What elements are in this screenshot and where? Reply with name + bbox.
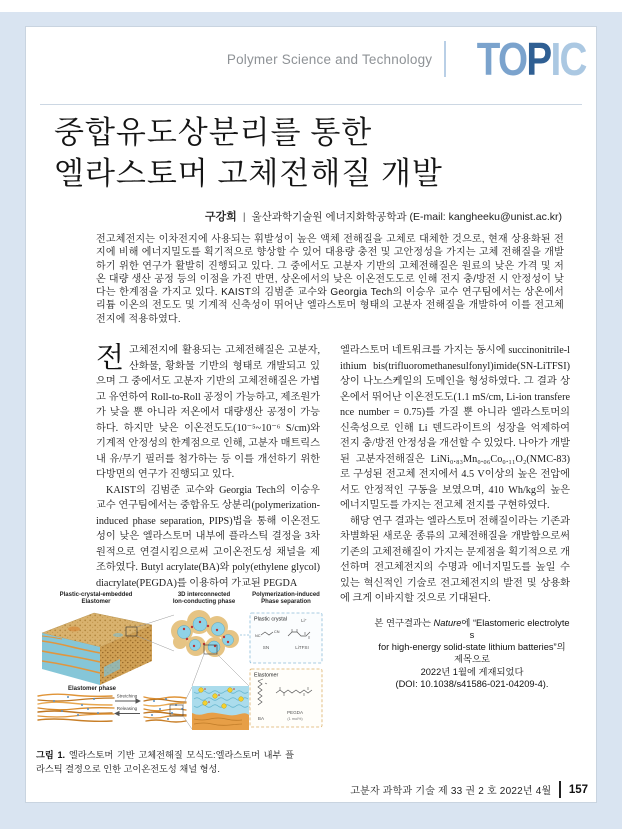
citation-line1 — [374, 617, 570, 642]
citation-journal-name: Nature — [433, 617, 462, 628]
elastomer-box — [250, 669, 322, 727]
paragraph: KAIST의 김범준 교수와 Georgia Tech의 이승우 교수 연구팀에서는 중합유도 상분리(polymerization-induced phase separation, PIPS)법을 통해 이온전도성이 낮은 엘라스토머 내부에 플라스틱 결정을 3차원적으로 연결시킴으로써 고이온전도성 채널을 제조하였다. Butyl acrylate(BA)와 poly(ethylene glycol) diacrylate(PEGDA)를 이용하여 가교된 PEGDA — [96, 484, 320, 589]
zoom-connector — [192, 654, 204, 686]
sn-atom-right: CN — [274, 630, 280, 634]
magazine-page — [25, 26, 597, 803]
fiber-bundle-relaxed — [144, 687, 192, 729]
litfsi-label: LiTFSI — [295, 645, 309, 650]
page-header — [226, 33, 586, 85]
author-separator: | — [242, 211, 246, 223]
zoom-connector — [217, 654, 249, 686]
paragraph — [96, 343, 320, 483]
stretching-label: Stretching — [116, 693, 138, 699]
citation-line4: (DOI: 10.1038/s41586-021-04209-4). — [395, 678, 549, 689]
paragraph-text: 고체전지에 활용되는 고체전해질은 고분자, 산화물, 황화물 기반의 형태로 개발되고 있으며 그 중에서도 고분자 기반의 고체전해질은 가볍고 유연하여 Roll-to-Roll 공정이 가능하고, 제조원가가 낮을 뿐 아니라 저온에서 대량생산 공정이 가능하다. 하지만 낮은 이온전도도(10⁻⁵~10⁻⁶ S/cm)와 기계적 안정성의 한계점으로 인해, 고분자 매트릭스 내 유/무기 필러를 첨가하는 등 이를 개선하기 위한 다방면의 연구가 진행되고 있다. — [96, 345, 320, 480]
figure-label-2-line2: Ion-conducting phase — [172, 599, 236, 605]
author-affiliation: 울산과학기술원 에너지화학공학과 (E-mail: kangheeku@unist.ac.kr) — [251, 211, 562, 223]
article-title-line1: 중합유도상분리를 통한 — [54, 115, 373, 150]
elastomer-box-title: Elastomer — [254, 672, 279, 679]
figure-caption-tag: 그림 1. — [36, 750, 66, 760]
elastomer-phase-label: Elastomer phase — [67, 686, 117, 692]
citation-post: 에 “Elastomeric electrolytes — [461, 617, 570, 640]
sn-atom-left: NC — [255, 634, 261, 638]
pegda-label: PEGDA — [286, 710, 304, 715]
body-right-column — [340, 343, 570, 690]
figure-label-2-line1: 3D interconnected — [177, 592, 231, 598]
body-left-column — [96, 343, 320, 591]
paragraph: 해당 연구 결과는 엘라스토머 전해질이라는 기존과 차별화된 새로운 종류의 고체전해질을 개발함으로써 기존의 고체전해질이 가지는 문제점을 획기적으로 개선하며 전고체전지의 수명과 에너지밀도를 높일 수 있는 혁신적인 기술로 전고체전지의 발전 및 상용화에 크게 이바지할 것으로 기대된다. — [340, 515, 570, 604]
elastomer-block-illustration — [42, 613, 174, 685]
footer-journal-info: 고분자 과학과 기술 제 33 권 2 호 2022년 4월 — [350, 786, 552, 797]
article-title — [54, 113, 574, 195]
sn-label: SN — [262, 645, 270, 650]
ion-conducting-blob-illustration — [171, 610, 249, 686]
figure-caption-text: 엘라스토머 기반 고체전해질 모식도:엘라스토머 내부 플라스틱 결정으로 인한 고이온전도성 채널 형성. — [36, 750, 295, 774]
figure-1 — [34, 589, 326, 745]
journal-name: Polymer Science and Technology — [226, 51, 433, 67]
author-line — [205, 208, 562, 224]
article-title-line2: 엘라스토머 고체전해질 개발 — [54, 155, 443, 191]
topic-letters-ic: IC — [550, 33, 586, 85]
zoom-connector — [183, 687, 192, 705]
topic-letter-p: P — [526, 33, 551, 85]
header-rule — [40, 104, 582, 105]
page-footer — [350, 781, 588, 798]
figure-column-labels — [60, 592, 321, 605]
plastic-crystal-box-title: Plastic crystal — [254, 616, 287, 623]
figure-label-3-line2: Phase separation — [261, 599, 311, 605]
li-ion-label: Li⁺ — [301, 618, 307, 623]
topic-badge — [477, 33, 586, 85]
citation-note — [340, 617, 570, 691]
figure-label-1-line2: Elastomer — [81, 599, 111, 605]
figure-illustration — [34, 589, 326, 745]
author-name: 구강희 — [204, 211, 237, 223]
stretch-release-arrows — [115, 694, 140, 714]
block-top-patch-blue — [113, 633, 123, 637]
topic-letters-to: TO — [477, 33, 527, 85]
footer-divider — [559, 781, 561, 798]
citation-line2: for high-energy solid-state lithium batteries”의 제목으로 — [378, 642, 566, 665]
zoom-connector — [137, 615, 174, 627]
inset-elastomer-phase — [192, 713, 249, 730]
pegda-molpct-label: (1 mol%) — [287, 717, 303, 721]
ba-label: BA — [257, 716, 265, 721]
citation-pre: 본 연구결과는 — [374, 617, 434, 628]
releasing-label: Releasing — [116, 706, 138, 711]
figure-label-1-line1: Plastic-crystal-embedded — [59, 592, 133, 598]
abstract-paragraph: 전고체전지는 이차전지에 사용되는 휘발성이 높은 액체 전해질을 고체로 대체한 것으로, 현재 상용화된 전지에 비해 에너지밀도를 획기적으로 향상할 수 있어 대용량 충전 및 고안정성을 가지는 고체 전해질을 개발하기 위한 연구가 활발히 진행되고 있다. 그 중에서도 고분자 기반의 고체전해질은 원료의 낮은 가격 및 저온 대량 생산 공정 등의 이점을 가진 반면, 상온에서의 낮은 이온전도도로 인해 전지 충/방전 시 안정성이 낮다는 한계점을 가지고 있다. KAIST의 김범준 교수와 Georgia Tech의 이승우 교수 연구팀에서는 상온에서 리튬 이온의 전도도 및 기계적 신축성이 뛰어난 엘라스토머 형태의 고분자 전해질을 개발하여 이를 전고체전지에 적용하였다. — [96, 234, 564, 325]
figure-label-3-line1: Polymerization-induced — [252, 592, 320, 598]
zoom-connector — [183, 716, 192, 729]
fiber-bundle-stretched — [38, 694, 114, 721]
paragraph: 엘라스토머 네트워크를 가지는 동시에 succinonitrile-lithium bis(trifluoromethanesulfonyl)imide(SN-LiTFSI) 상이 나노스케일의 도메인을 형성하였다. 그 결과 상온에서 뛰어난 이온전도도(1.1 mS/cm, Li-ion transference number = 0.75)를 가질 뿐 아니라 엘라스토머의 신축성으로 인해 Li 덴드라이트의 성장을 억제하여 전지 충/방전 안정성을 개선할 수 있었다. 나아가 개발된 고분자전해질은 LiNi₀.₈₃Mn₀.₀₆Co₀.₁₁O₂(NMC-83)로 구성된 전고체 전지에서 4.5 V이상의 높은 전압에서도 안정적인 구동을 보였으며, 410 Wh/kg의 높은 에너지밀도를 가지는 전고체 전지를 구현하였다. — [340, 345, 570, 511]
zoom-inset — [192, 686, 249, 730]
page-number: 157 — [568, 783, 588, 796]
figure-caption — [36, 749, 294, 777]
citation-line3: 2022년 1월에 게재되었다 — [420, 666, 524, 677]
header-divider — [444, 41, 446, 77]
plastic-crystal-box — [250, 613, 322, 663]
drop-cap: 전 — [96, 343, 125, 374]
block-top-patch — [68, 627, 80, 632]
